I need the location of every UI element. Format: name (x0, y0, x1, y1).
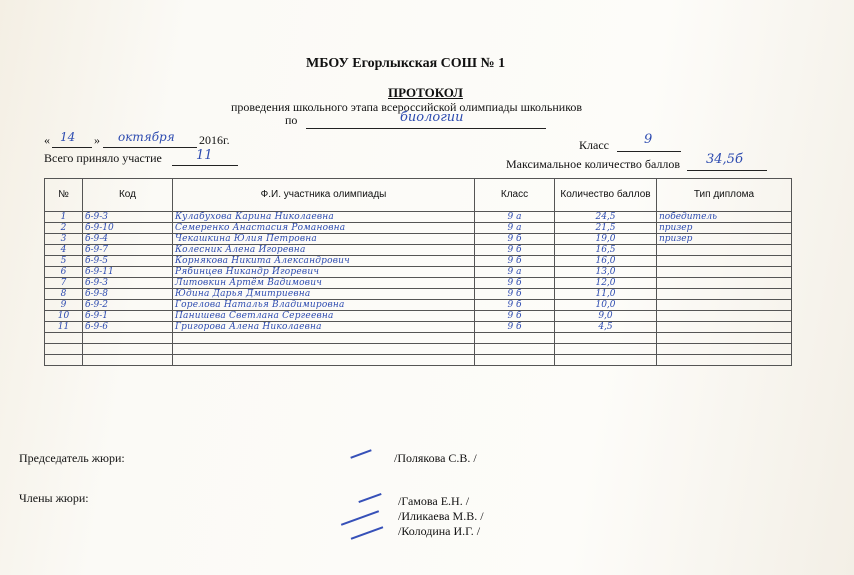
row-code: б-9-8 (83, 289, 173, 300)
header-score: Количество баллов (555, 179, 657, 212)
row-class: 9 б (475, 278, 555, 289)
row-score (555, 344, 657, 355)
row-code (83, 344, 173, 355)
table-row (45, 289, 792, 300)
date-year: 2016г. (199, 133, 230, 147)
results-table (44, 178, 792, 366)
row-name (173, 344, 475, 355)
row-diploma (657, 289, 792, 300)
row-diploma: призер (657, 234, 792, 245)
row-class: 9 б (475, 300, 555, 311)
protocol-title: ПРОТОКОЛ (388, 85, 463, 100)
row-diploma (657, 344, 792, 355)
row-name: Семеренко Анастасия Романовна (173, 223, 475, 234)
row-score: 21,5 (555, 223, 657, 234)
header-diploma: Тип диплома (657, 179, 792, 212)
row-num: 8 (45, 289, 83, 300)
table-row-empty (45, 333, 792, 344)
row-num: 11 (45, 322, 83, 333)
max-score-label: Максимальное количество баллов (506, 157, 681, 171)
row-score: 16,5 (555, 245, 657, 256)
row-code: б-9-2 (83, 300, 173, 311)
row-name: Корнякова Никита Александрович (173, 256, 475, 267)
row-diploma: призер (657, 223, 792, 234)
row-diploma (657, 355, 792, 366)
row-diploma (657, 267, 792, 278)
table-row (45, 278, 792, 289)
row-score: 16,0 (555, 256, 657, 267)
row-code: б-9-7 (83, 245, 173, 256)
row-code: б-9-1 (83, 311, 173, 322)
row-num (45, 333, 83, 344)
table-row (45, 212, 792, 223)
row-score: 11,0 (555, 289, 657, 300)
row-class: 9 б (475, 322, 555, 333)
row-num: 9 (45, 300, 83, 311)
row-class: 9 б (475, 245, 555, 256)
table-row (45, 245, 792, 256)
row-name: Колесник Алена Игоревна (173, 245, 475, 256)
school-title: МБОУ Егорлыкская СОШ № 1 (306, 56, 506, 71)
row-name: Чекашкина Юлия Петровна (173, 234, 475, 245)
row-name: Григорова Алена Николаевна (173, 322, 475, 333)
table-row (45, 267, 792, 278)
row-diploma (657, 322, 792, 333)
row-diploma (657, 311, 792, 322)
row-num: 1 (45, 212, 83, 223)
participants-label: Всего приняло участие (44, 151, 162, 165)
row-diploma (657, 333, 792, 344)
row-code: б-9-5 (83, 256, 173, 267)
row-code (83, 333, 173, 344)
row-class: 9 б (475, 234, 555, 245)
date-day: 14 (60, 130, 76, 144)
jury-members-label: Члены жюри: (19, 491, 89, 505)
table-row (45, 322, 792, 333)
table-row-empty (45, 344, 792, 355)
row-class: 9 а (475, 212, 555, 223)
row-diploma (657, 256, 792, 267)
jury-member-1: /Гамова Е.Н. / (398, 494, 470, 508)
row-code: б-9-6 (83, 322, 173, 333)
row-code: б-9-3 (83, 278, 173, 289)
row-num: 4 (45, 245, 83, 256)
row-score: 19,0 (555, 234, 657, 245)
table-row (45, 234, 792, 245)
jury-member-2: /Иликаева М.В. / (398, 509, 484, 523)
row-class (475, 344, 555, 355)
row-code: б-9-10 (83, 223, 173, 234)
row-num: 6 (45, 267, 83, 278)
row-score (555, 333, 657, 344)
jury-chair-label: Председатель жюри: (19, 451, 125, 465)
row-diploma (657, 278, 792, 289)
class-label: Класс (579, 138, 609, 152)
table-header-row (45, 179, 792, 212)
row-name: Горелова Наталья Владимировна (173, 300, 475, 311)
row-code: б-9-4 (83, 234, 173, 245)
row-score: 4,5 (555, 322, 657, 333)
date-month: октября (118, 130, 175, 144)
row-num (45, 344, 83, 355)
subject-value: биологии (400, 110, 464, 125)
row-name: Кулабухова Карина Николаевна (173, 212, 475, 223)
row-name (173, 333, 475, 344)
table-row (45, 300, 792, 311)
row-name: Рябинцев Никандр Игоревич (173, 267, 475, 278)
table-row (45, 311, 792, 322)
row-num: 5 (45, 256, 83, 267)
header-class: Класс (475, 179, 555, 212)
row-name (173, 355, 475, 366)
row-score: 10,0 (555, 300, 657, 311)
row-num: 3 (45, 234, 83, 245)
row-diploma: победитель (657, 212, 792, 223)
row-code: б-9-11 (83, 267, 173, 278)
row-name: Панишева Светлана Сергеевна (173, 311, 475, 322)
row-diploma (657, 245, 792, 256)
row-diploma (657, 300, 792, 311)
date-quote-close: » (94, 133, 100, 147)
row-class: 9 а (475, 267, 555, 278)
jury-member-3: /Колодина И.Г. / (398, 524, 481, 538)
protocol-subtitle: проведения школьного этапа всероссийской олимпиады школьников (231, 100, 583, 114)
row-code: б-9-3 (83, 212, 173, 223)
row-class: 9 а (475, 223, 555, 234)
row-score: 24,5 (555, 212, 657, 223)
row-class: 9 б (475, 289, 555, 300)
header-code: Код (83, 179, 173, 212)
row-score: 12,0 (555, 278, 657, 289)
table-row (45, 223, 792, 234)
participants-value: 11 (196, 148, 213, 163)
table-row-empty (45, 355, 792, 366)
row-score: 13,0 (555, 267, 657, 278)
subject-prefix: по (285, 113, 298, 127)
row-num: 2 (45, 223, 83, 234)
row-num: 7 (45, 278, 83, 289)
header-name: Ф.И. участника олимпиады (173, 179, 475, 212)
header-num: № (45, 179, 83, 212)
max-score-value: 34,5б (706, 152, 743, 167)
row-score (555, 355, 657, 366)
row-class: 9 б (475, 256, 555, 267)
row-score: 9,0 (555, 311, 657, 322)
row-code (83, 355, 173, 366)
row-name: Юдина Дарья Дмитриевна (173, 289, 475, 300)
row-class (475, 355, 555, 366)
row-num: 10 (45, 311, 83, 322)
row-class: 9 б (475, 311, 555, 322)
row-name: Литовкин Артём Вадимович (173, 278, 475, 289)
date-quote-open: « (44, 133, 50, 147)
row-class (475, 333, 555, 344)
class-value: 9 (644, 132, 653, 147)
jury-chair-name: /Полякова С.В. / (394, 451, 477, 465)
row-num (45, 355, 83, 366)
table-row (45, 256, 792, 267)
